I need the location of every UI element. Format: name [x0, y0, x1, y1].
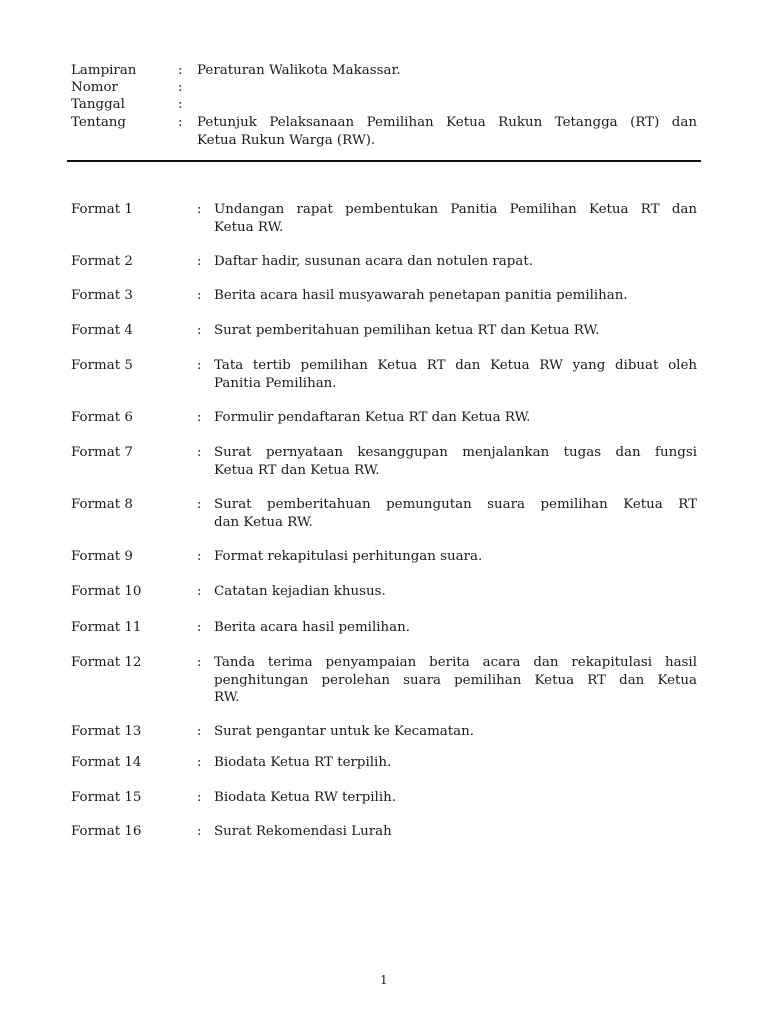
field-value: [214, 548, 697, 566]
field-value: [214, 496, 697, 531]
field-label: Format 16: [71, 824, 142, 839]
value-line: Surat pengantar untuk ke Kecamatan.: [214, 724, 475, 739]
field-value: [214, 322, 697, 340]
header-divider: [67, 160, 701, 162]
colon-separator: :: [197, 497, 202, 512]
value-line: Undangan rapat pembentukan Panitia Pemilihan Ketua RT dan: [214, 202, 697, 217]
colon-separator: :: [197, 724, 202, 739]
colon-separator: :: [197, 202, 202, 217]
colon-separator: :: [178, 115, 183, 130]
colon-separator: :: [197, 254, 202, 269]
value-line: Format rekapitulasi perhitungan suara.: [214, 549, 483, 564]
field-label: Format 11: [71, 620, 142, 635]
value-line: Surat pernyataan kesanggupan menjalankan tugas dan fungsi: [214, 445, 697, 460]
value-line: Tanda terima penyampaian berita acara dan rekapitulasi hasil: [214, 655, 697, 670]
field-label: Tentang: [71, 115, 127, 130]
field-label: Format 8: [71, 497, 133, 512]
colon-separator: :: [197, 755, 202, 770]
value-line: Ketua RW.: [214, 219, 284, 235]
value-line: Berita acara hasil musyawarah penetapan panitia pemilihan.: [214, 288, 628, 303]
field-value: [214, 201, 697, 236]
colon-separator: :: [178, 80, 183, 95]
colon-separator: :: [197, 655, 202, 670]
field-value: [214, 619, 697, 637]
value-line: Surat pemberitahuan pemungutan suara pemilihan Ketua RT: [214, 497, 697, 512]
colon-separator: :: [197, 620, 202, 635]
value-line: Surat Rekomendasi Lurah: [214, 824, 392, 839]
colon-separator: :: [197, 790, 202, 805]
field-label: Format 6: [71, 410, 133, 425]
field-value: [214, 789, 697, 807]
value-line: penghitungan perolehan suara pemilihan Ketua RT dan Ketua: [214, 672, 697, 688]
field-value: [214, 823, 697, 841]
field-value: [214, 357, 697, 392]
field-label: Lampiran: [71, 63, 137, 78]
colon-separator: :: [197, 323, 202, 338]
field-label: Tanggal: [71, 97, 125, 112]
field-value: [214, 409, 697, 427]
field-label: Format 15: [71, 790, 142, 805]
value-line: Surat pemberitahuan pemilihan ketua RT dan Ketua RW.: [214, 323, 600, 338]
value-line: Ketua Rukun Warga (RW).: [197, 132, 376, 148]
value-line: Biodata Ketua RT terpilih.: [214, 755, 392, 770]
value-line: Berita acara hasil pemilihan.: [214, 620, 411, 635]
value-line: RW.: [214, 690, 240, 705]
value-line: Peraturan Walikota Makassar.: [197, 63, 401, 78]
colon-separator: :: [178, 97, 183, 112]
field-value: [214, 287, 697, 305]
field-value: [214, 444, 697, 479]
field-label: Format 13: [71, 724, 142, 739]
field-value: [214, 583, 697, 601]
value-line: dan Ketua RW.: [214, 514, 313, 530]
field-label: Format 14: [71, 755, 142, 770]
field-label: Format 10: [71, 584, 142, 599]
field-value: [214, 253, 697, 271]
value-line: Biodata Ketua RW terpilih.: [214, 790, 396, 805]
page-number: 1: [380, 973, 388, 987]
field-label: Format 4: [71, 323, 133, 338]
field-value: [214, 654, 697, 707]
field-label: Format 7: [71, 445, 133, 460]
colon-separator: :: [178, 63, 183, 78]
value-line: Daftar hadir, susunan acara dan notulen rapat.: [214, 254, 533, 269]
colon-separator: :: [197, 584, 202, 599]
field-label: Format 3: [71, 288, 133, 303]
value-line: Formulir pendaftaran Ketua RT dan Ketua RW.: [214, 410, 531, 425]
value-line: Petunjuk Pelaksanaan Pemilihan Ketua Rukun Tetangga (RT) dan: [197, 115, 697, 130]
field-label: Nomor: [71, 80, 118, 95]
value-line: Panitia Pemilihan.: [214, 375, 337, 391]
field-value: [197, 114, 697, 149]
field-value: [214, 723, 697, 741]
field-value: [214, 754, 697, 772]
field-label: Format 5: [71, 358, 133, 373]
colon-separator: :: [197, 358, 202, 373]
field-value: [197, 62, 697, 80]
field-label: Format 2: [71, 254, 133, 269]
value-line: Tata tertib pemilihan Ketua RT dan Ketua RW yang dibuat oleh: [214, 358, 697, 373]
colon-separator: :: [197, 288, 202, 303]
colon-separator: :: [197, 410, 202, 425]
value-line: Catatan kejadian khusus.: [214, 584, 386, 599]
colon-separator: :: [197, 445, 202, 460]
field-label: Format 12: [71, 655, 142, 670]
colon-separator: :: [197, 824, 202, 839]
colon-separator: :: [197, 549, 202, 564]
field-label: Format 9: [71, 549, 133, 564]
field-label: Format 1: [71, 202, 133, 217]
value-line: Ketua RT dan Ketua RW.: [214, 462, 380, 478]
